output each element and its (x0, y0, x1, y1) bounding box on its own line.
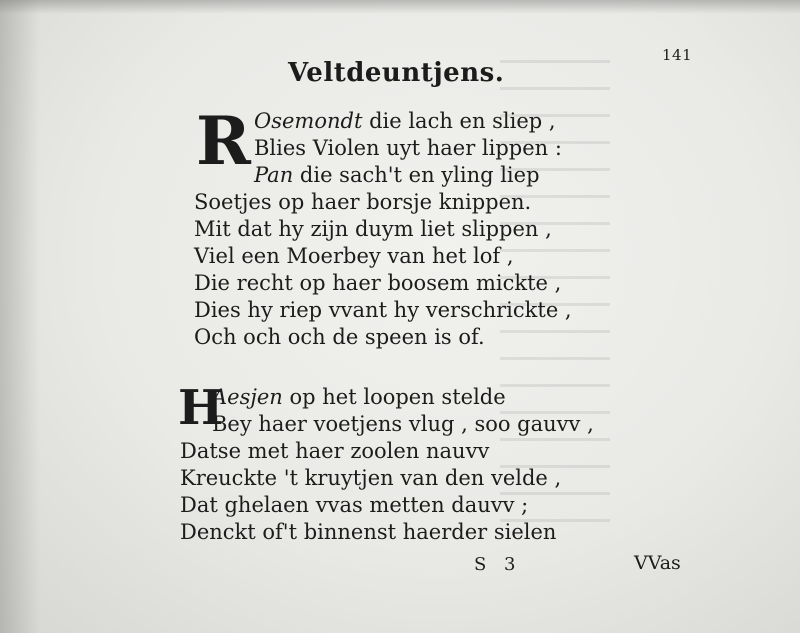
poem-line-text: Bey haer voetjens vlug , soo gauvv , (212, 412, 594, 436)
poem-line-text: Dat ghelaen vvas metten dauvv ; (180, 493, 529, 517)
poem-line (182, 189, 572, 216)
poem-line-text: Blies Violen uyt haer lippen : (254, 136, 562, 160)
page-number: 141 (662, 46, 693, 64)
poem-line (182, 297, 572, 324)
stanza-1 (182, 102, 572, 351)
poem-line-text: Viel een Moerbey van het lof , (194, 244, 514, 268)
poem-line-text: Die recht op haer boosem mickte , (194, 271, 562, 295)
poem-line-text: op het loopen stelde (282, 385, 506, 409)
poem-line-text: die lach en sliep , (362, 109, 556, 133)
poem-line (182, 216, 572, 243)
stanza-2 (172, 380, 594, 546)
signature-mark: S 3 (474, 554, 522, 575)
poem-line-italic: Osemondt (254, 109, 363, 133)
poem-line (182, 243, 572, 270)
poem-line (172, 384, 594, 411)
poem-line (172, 438, 594, 465)
page-title: Veltdeuntjens. (288, 58, 505, 88)
drop-cap: R (196, 102, 251, 180)
poem-line-text: Denckt of't binnenst haerder sielen (180, 520, 557, 544)
page-top-edge (0, 0, 800, 14)
poem-line (172, 519, 594, 546)
poem-line-text: Soetjes op haer borsje knippen. (194, 190, 532, 214)
poem-line-text: Kreuckte 't kruytjen van den velde , (180, 466, 562, 490)
poem-line-text: Dies hy riep vvant hy verschrickte , (194, 298, 572, 322)
poem-line-text: Mit dat hy zijn duym liet slippen , (194, 217, 552, 241)
poem-line (172, 411, 594, 438)
poem-line-text: Och och och de speen is of. (194, 325, 485, 349)
poem-line (172, 492, 594, 519)
poem-line (182, 270, 572, 297)
gutter-shadow (0, 0, 40, 633)
poem-line (172, 465, 594, 492)
poem-line-italic: Pan (254, 163, 294, 187)
poem-line-text: die sach't en yling liep (293, 163, 540, 187)
poem-line-text: Datse met haer zoolen nauvv (180, 439, 490, 463)
catchword: VVas (634, 552, 681, 574)
drop-cap: H (178, 380, 224, 436)
poem-line (182, 324, 572, 351)
poem-line-italic: Aesjen (212, 385, 283, 409)
